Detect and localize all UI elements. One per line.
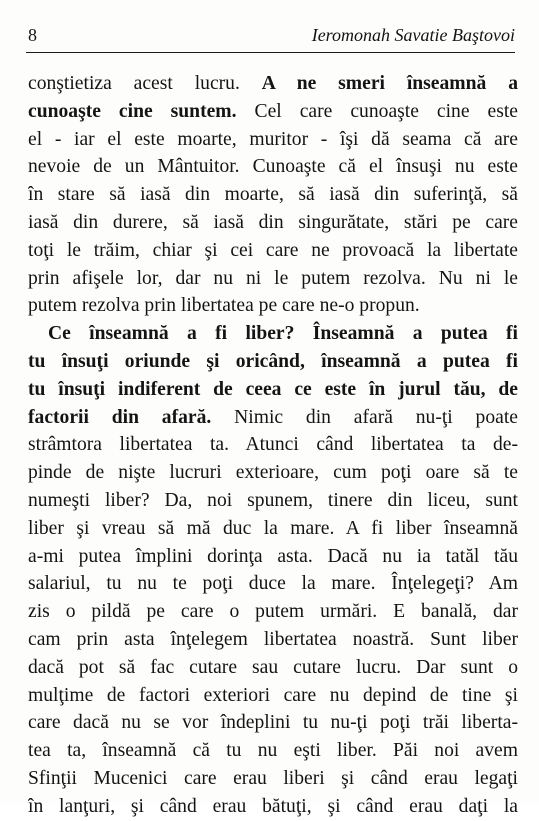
- text-line: [28, 487, 518, 515]
- running-title: Ieromonah Savatie Baştovoi: [311, 25, 515, 45]
- text-run: prin afişele lor, dar nu ni le putem rezolva. Nu ni le: [28, 267, 518, 289]
- text-line: [28, 153, 518, 181]
- text-run: mulţime de factori exteriori care nu depind de tine şi: [28, 684, 518, 706]
- text-run: putem rezolva prin libertatea pe care ne-o propun.: [28, 295, 420, 317]
- text-run: liber şi vreau să mă duc la mare. A fi liber înseamnă: [28, 517, 518, 539]
- text-run: strâmtora libertatea ta. Atunci când libertatea ta de-: [28, 434, 518, 456]
- text-line: [28, 765, 518, 793]
- text-run: în lanţuri, şi când erau bătuţi, şi când erau daţi la: [28, 795, 518, 817]
- text-run: în stare să iasă din moarte, să iasă din suferinţă, să: [28, 184, 518, 206]
- text-line: [28, 682, 518, 710]
- text-line: [28, 70, 518, 98]
- text-line: [28, 237, 518, 265]
- text-line: [28, 459, 518, 487]
- text-line: [28, 265, 518, 293]
- text-run: Sfinţii Mucenici care erau liberi şi când erau legaţi: [28, 767, 518, 789]
- text-line: [28, 292, 518, 320]
- page-number: 8: [28, 25, 37, 45]
- text-line: [28, 181, 518, 209]
- text-line: [28, 209, 518, 237]
- text-line: [28, 737, 518, 765]
- text-line: [28, 348, 518, 376]
- text-run: zis o pildă pe care o putem urmări. E banală, dar: [28, 601, 518, 623]
- bold-text: tu însuţi oriunde şi oricând, înseamnă a putea fi: [28, 350, 518, 372]
- header-rule: [26, 52, 515, 53]
- text-run: toţi le trăim, chiar şi cei care ne provoacă la libertate: [28, 239, 518, 261]
- text-line: [28, 98, 518, 126]
- bold-text: tu însuţi indiferent de ceea ce este în jurul tău, de: [28, 378, 518, 400]
- text-line: [28, 404, 518, 432]
- text-line: [28, 515, 518, 543]
- bold-text: factorii din afară.: [28, 406, 212, 428]
- text-run: nevoie de un Mântuitor. Cunoaşte că el însuşi nu este: [28, 156, 518, 178]
- text-run: Nimic din afară nu-ţi poate: [211, 406, 518, 428]
- bold-text: A ne smeri înseamnă a: [261, 73, 518, 94]
- bold-text: Ce înseamnă a fi liber? Înseamnă a putea fi: [48, 323, 518, 345]
- text-line: [28, 126, 518, 154]
- text-line: [28, 320, 518, 348]
- bold-text: cunoaşte cine suntem.: [28, 100, 237, 122]
- body-text: [28, 70, 518, 821]
- text-line: [28, 431, 518, 459]
- text-run: el - iar el este moarte, muritor - îşi dă seama că are: [28, 128, 518, 150]
- text-run: conştietiza acest lucru.: [28, 73, 262, 94]
- running-header: [28, 24, 515, 46]
- text-line: [28, 598, 518, 626]
- text-line: [28, 570, 518, 598]
- text-line: [28, 709, 518, 737]
- text-run: pinde de nişte lucruri exterioare, cum poţi oare să te: [28, 462, 518, 484]
- text-line: [28, 543, 518, 571]
- text-line: [28, 626, 518, 654]
- text-run: a-mi putea împlini dorinţa asta. Dacă nu ia tatăl tău: [28, 545, 518, 567]
- text-run: dacă pot să fac cutare sau cutare lucru. Dar sunt o: [28, 656, 518, 678]
- text-line: [28, 654, 518, 682]
- text-run: salariul, tu nu te poţi duce la mare. Înţelegeţi? Am: [28, 573, 518, 595]
- text-run: Cel care cunoaşte cine este: [236, 100, 518, 122]
- text-run: numeşti liber? Da, noi spunem, tinere din liceu, sunt: [28, 489, 518, 511]
- text-run: cam prin asta înţelegem libertatea noastră. Sunt liber: [28, 628, 518, 650]
- text-run: tea ta, înseamnă că tu nu eşti liber. Păi noi avem: [28, 740, 518, 762]
- text-run: iasă din durere, să iasă din singurătate, stări pe care: [28, 211, 518, 233]
- text-line: [28, 376, 518, 404]
- text-run: care dacă nu se vor îndeplini tu nu-ţi poţi trăi liberta-: [28, 712, 518, 734]
- text-line: [28, 793, 518, 821]
